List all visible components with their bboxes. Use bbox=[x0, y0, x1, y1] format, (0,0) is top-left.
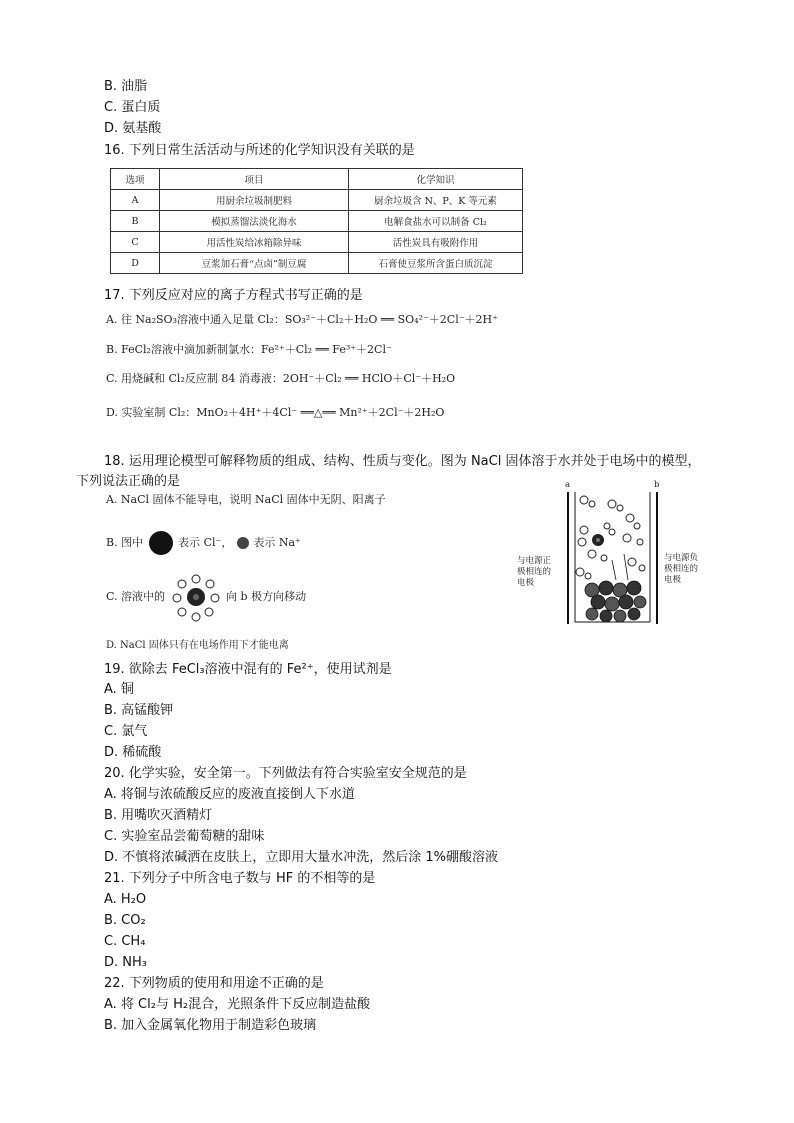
table-cell: 厨余垃圾含 N、P、K 等元素 bbox=[349, 190, 523, 211]
table-header: 项目 bbox=[160, 169, 349, 190]
q19-option-d: D. 稀硫酸 bbox=[104, 745, 162, 760]
q17-stem: 17. 下列反应对应的离子方程式书写正确的是 bbox=[104, 288, 363, 303]
q22-option-b: B. 加入金属氧化物用于制造彩色玻璃 bbox=[104, 1018, 317, 1033]
q21-option-d: D. NH₃ bbox=[104, 955, 147, 970]
q21-option-b: B. CO₂ bbox=[104, 913, 146, 928]
q15-option-b: B. 油脂 bbox=[104, 79, 148, 94]
electrolysis-diagram bbox=[512, 480, 718, 630]
q18-stem-line2: 下列说法正确的是 bbox=[76, 474, 181, 489]
table-cell: D bbox=[111, 253, 160, 274]
q18-option-c-prefix: C. 溶液中的 bbox=[106, 590, 166, 603]
q17-option-d: D. 实验室制 Cl₂：MnO₂＋4H⁺＋4Cl⁻ ══△══ Mn²⁺＋2Cl⁻＋2H₂O bbox=[106, 406, 445, 419]
table-header-row bbox=[111, 169, 523, 190]
q20-option-d: D. 不慎将浓碱洒在皮肤上，立即用大量水冲洗，然后涂 1%硼酸溶液 bbox=[104, 850, 499, 865]
q18-option-c bbox=[106, 572, 306, 622]
q20-stem: 20. 化学实验，安全第一。下列做法有符合实验室安全规范的是 bbox=[104, 766, 467, 781]
electrolysis-drawing bbox=[512, 480, 718, 630]
q19-option-c: C. 氯气 bbox=[104, 724, 148, 739]
sodium-ion-icon bbox=[236, 536, 250, 550]
table-row bbox=[111, 190, 523, 211]
electrode-b-label: b bbox=[654, 480, 660, 490]
q19-option-a: A. 铜 bbox=[104, 682, 134, 697]
q16-table bbox=[110, 168, 523, 274]
q18-option-d: D. NaCl 固体只有在电场作用下才能电离 bbox=[106, 640, 289, 651]
q20-option-c: C. 实验室品尝葡萄糖的甜味 bbox=[104, 829, 265, 844]
chloride-ion-icon bbox=[147, 530, 175, 556]
table-cell: 石膏使豆浆所含蛋白质沉淀 bbox=[349, 253, 523, 274]
q21-option-a: A. H₂O bbox=[104, 892, 147, 907]
q16-stem: 16. 下列日常生活活动与所述的化学知识没有关联的是 bbox=[104, 143, 415, 158]
q18-option-b-prefix: B. 图中 bbox=[106, 536, 144, 549]
q21-stem: 21. 下列分子中所含电子数与 HF 的不相等的是 bbox=[104, 871, 376, 886]
nacl-crystal bbox=[585, 581, 646, 622]
table-cell: 电解食盐水可以制备 Cl₂ bbox=[349, 211, 523, 232]
table-header: 化学知识 bbox=[349, 169, 523, 190]
q18-stem-line1: 18. 运用理论模型可解释物质的组成、结构、性质与变化。图为 NaCl 固体溶于水并处于电场中的模型， bbox=[104, 454, 701, 469]
q17-option-a: A. 往 Na₂SO₃溶液中通入足量 Cl₂：SO₃²⁻＋Cl₂＋H₂O ══ SO₄²⁻＋2Cl⁻＋2H⁺ bbox=[106, 313, 498, 326]
negative-electrode-label: 与电源负 极相连的 电极 bbox=[664, 553, 699, 585]
table-cell: B bbox=[111, 211, 160, 232]
table-cell: A bbox=[111, 190, 160, 211]
q15-option-d: D. 氨基酸 bbox=[104, 121, 162, 136]
q18-option-b-middle: 表示 Cl⁻， bbox=[178, 536, 233, 549]
hydrated-ion-icon bbox=[169, 572, 223, 622]
q18-option-b bbox=[106, 530, 301, 556]
q17-option-c: C. 用烧碱和 Cl₂反应制 84 消毒液：2OH⁻＋Cl₂ ══ HClO＋Cl⁻＋H₂O bbox=[106, 372, 456, 385]
table-cell: 豆浆加石膏“点卤”制豆腐 bbox=[160, 253, 349, 274]
table-cell: 活性炭具有吸附作用 bbox=[349, 232, 523, 253]
table-cell: 用活性炭给冰箱除异味 bbox=[160, 232, 349, 253]
q19-option-b: B. 高锰酸钾 bbox=[104, 703, 174, 718]
q22-stem: 22. 下列物质的使用和用途不正确的是 bbox=[104, 976, 324, 991]
electrode-a-label: a bbox=[565, 480, 571, 490]
table-cell: C bbox=[111, 232, 160, 253]
q20-option-a: A. 将铜与浓硫酸反应的废液直接倒人下水道 bbox=[104, 787, 355, 802]
table-row bbox=[111, 253, 523, 274]
table-row bbox=[111, 232, 523, 253]
q18-option-b-suffix: 表示 Na⁺ bbox=[253, 536, 301, 549]
table-row bbox=[111, 211, 523, 232]
q17-option-b: B. FeCl₂溶液中滴加新制氯水：Fe²⁺＋Cl₂ ══ Fe³⁺＋2Cl⁻ bbox=[106, 343, 392, 356]
q22-option-a: A. 将 Cl₂与 H₂混合，光照条件下反应制造盐酸 bbox=[104, 997, 371, 1012]
hydrated-ions bbox=[576, 496, 645, 579]
table-header: 选项 bbox=[111, 169, 160, 190]
q18-option-a: A. NaCl 固体不能导电，说明 NaCl 固体中无阴、阳离子 bbox=[106, 493, 386, 506]
positive-electrode-label: 与电源正 极相连的 电极 bbox=[517, 556, 552, 588]
q21-option-c: C. CH₄ bbox=[104, 934, 146, 949]
table-cell: 模拟蒸馏法淡化海水 bbox=[160, 211, 349, 232]
q19-stem: 19. 欲除去 FeCl₃溶液中混有的 Fe²⁺，使用试剂是 bbox=[104, 662, 392, 677]
q18-option-c-suffix: 向 b 极方向移动 bbox=[226, 590, 307, 603]
q20-option-b: B. 用嘴吹灭酒精灯 bbox=[104, 808, 213, 823]
q15-option-c: C. 蛋白质 bbox=[104, 100, 161, 115]
table-cell: 用厨余垃圾制肥料 bbox=[160, 190, 349, 211]
